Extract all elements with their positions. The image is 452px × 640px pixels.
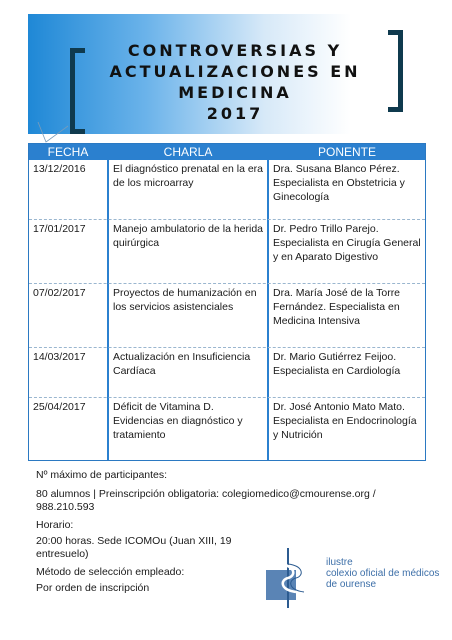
row-talk: Déficit de Vitamina D. Evidencias en diagnóstico y tratamiento xyxy=(113,401,243,441)
schedule-detail: 20:00 horas. Sede ICOMOu (Juan XIII, 19 xyxy=(36,535,232,547)
row-talk: Actualización en Insuficiencia Cardíaca xyxy=(113,351,251,377)
table-header xyxy=(29,144,425,160)
logo-line-1: ilustre xyxy=(326,557,353,568)
banner-fold-shape xyxy=(28,122,70,144)
schedule-table xyxy=(28,143,426,461)
title-line-1: CONTROVERSIAS Y xyxy=(127,41,343,60)
table-row xyxy=(29,398,425,460)
table-row xyxy=(29,348,425,398)
row-speaker: Dra. María José de la Torre Fernández. Especialista en Medicina Intensiva xyxy=(273,287,401,327)
schedule-detail-2: entresuelo) xyxy=(36,548,89,560)
title-line-3: MEDICINA xyxy=(178,83,292,102)
row-speaker: Dra. Susana Blanco Pérez. Especialista en Obstetricia y Ginecología xyxy=(273,163,405,203)
row-date: 07/02/2017 xyxy=(33,287,86,299)
table-row xyxy=(29,220,425,284)
right-bracket-decoration xyxy=(388,30,403,112)
page-title xyxy=(90,40,380,124)
schedule-label: Horario: xyxy=(36,519,74,531)
row-date: 17/01/2017 xyxy=(33,223,86,235)
header-ponente: PONENTE xyxy=(317,145,376,159)
header-fecha: FECHA xyxy=(47,145,89,159)
left-bracket-decoration xyxy=(70,48,85,134)
row-talk: Proyectos de humanización en los servicios asistenciales xyxy=(113,287,257,313)
table-row xyxy=(29,284,425,348)
header-charla: CHARLA xyxy=(163,145,213,159)
method-label: Método de selección empleado: xyxy=(36,566,185,578)
row-talk: El diagnóstico prenatal en la era de los microarray xyxy=(113,163,264,189)
row-date: 25/04/2017 xyxy=(33,401,86,413)
logo-line-3: de ourense xyxy=(326,579,377,590)
row-speaker: Dr. Mario Gutiérrez Feijoo. Especialista en Cardiología xyxy=(273,351,401,377)
row-date: 14/03/2017 xyxy=(33,351,86,363)
participants-phone: 988.210.593 xyxy=(36,501,95,513)
college-logo-text xyxy=(326,557,439,590)
college-logo-icon xyxy=(262,546,322,610)
row-talk: Manejo ambulatorio de la herida quirúrgica xyxy=(113,223,264,249)
title-line-2: ACTUALIZACIONES EN xyxy=(109,62,361,81)
method-value: Por orden de inscripción xyxy=(36,582,150,594)
participants-label: Nº máximo de participantes: xyxy=(36,469,168,481)
row-speaker: Dr. Pedro Trillo Parejo. Especialista en Cirugía General y en Aparato Digestivo xyxy=(273,223,421,263)
table-row xyxy=(29,160,425,220)
title-line-4: 2017 xyxy=(206,104,264,123)
row-date: 13/12/2016 xyxy=(33,163,86,175)
row-speaker: Dr. José Antonio Mato Mato. Especialista en Endocrinología y Nutrición xyxy=(273,401,417,441)
logo-line-2: colexio oficial de médicos xyxy=(326,568,440,579)
participants-detail: 80 alumnos | Preinscripción obligatoria: colegiomedico@cmourense.org / xyxy=(36,488,376,500)
